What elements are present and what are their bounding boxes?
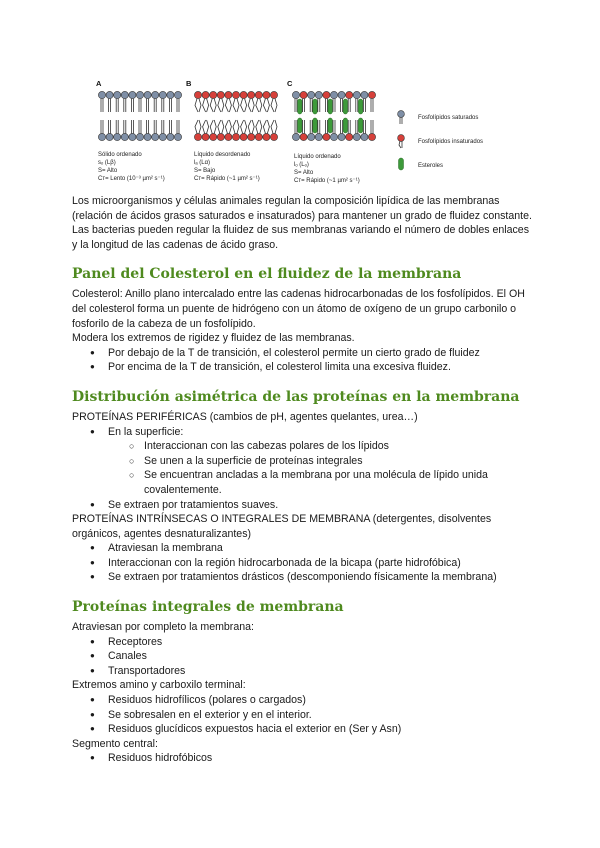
lipid-tail	[275, 99, 277, 112]
lipid-head	[353, 91, 360, 98]
lipid-head	[167, 133, 174, 140]
panel-b-letter: B	[186, 79, 192, 88]
list-item: ● Se sobresalen en el exterior y en el interior.	[72, 708, 532, 723]
membrane-diagram	[90, 74, 530, 192]
central-segment-list	[72, 751, 532, 766]
lipid-head	[114, 133, 121, 140]
lipid-tail	[263, 120, 266, 133]
lipid-tail	[241, 99, 244, 112]
panel-a-line2: S= Alto	[98, 168, 118, 174]
list-item: ● Residuos hidrofóbicos	[72, 751, 532, 766]
lipid-head	[225, 91, 232, 98]
lipid-head	[323, 133, 330, 140]
legend-sterol: Esteroles	[418, 163, 444, 169]
lipid-head	[315, 133, 322, 140]
lipid-head	[232, 133, 239, 140]
lipid-head	[330, 91, 337, 98]
intro-paragraph-2: Las bacterias pueden regular la fluidez de sus membranas variando el número de dobles enlaces y la longitud de las cadenas de ácido graso.	[72, 224, 529, 251]
lipid-head	[338, 91, 345, 98]
lipid-head	[152, 91, 159, 98]
intrinsic-list	[72, 541, 532, 585]
list-item: ● Se extraen por tratamientos drásticos (descomponiendo físicamente la membrana)	[72, 570, 532, 585]
cholesterol-paragraph: Colesterol: Anillo plano intercalado entre las cadenas hidrocarbonadas de los fosfolípidos. El OH del colesterol forma un puente de hidrógeno con un átomo de oxígeno de un grupo carbonilo o fosforilo de la cabeza de un fosfolípido.	[72, 288, 525, 330]
lipid-head	[240, 133, 247, 140]
lipid-head	[308, 91, 315, 98]
lipid-tail	[218, 120, 221, 133]
lipid-head	[308, 133, 315, 140]
lipid-tail	[248, 99, 251, 112]
lipid-head	[194, 133, 201, 140]
bilayer-liquid-disordered	[194, 91, 277, 140]
cholesterol-list	[72, 346, 532, 375]
lipid-head	[368, 133, 375, 140]
bilayer-solid-ordered	[98, 91, 181, 140]
sterol	[343, 118, 347, 133]
panel-c-line3: Cᴛ= Rápido (~1 µm² s⁻¹)	[294, 178, 360, 184]
saturated-lipid-legend-icon	[398, 111, 405, 124]
lipid-tail	[199, 120, 201, 133]
lipid-head	[167, 91, 174, 98]
sterol-legend-icon	[399, 158, 404, 170]
termini-heading: Extremos amino y carboxilo terminal:	[72, 679, 246, 692]
lipid-head	[255, 91, 262, 98]
lipid-tail	[252, 99, 254, 112]
lipid-tail	[210, 120, 213, 133]
lipid-head	[174, 91, 181, 98]
lipid-head	[217, 91, 224, 98]
lipid-tail	[237, 120, 239, 133]
lipid-tail	[260, 99, 262, 112]
lipid-head	[292, 133, 299, 140]
lipid-tail	[248, 120, 251, 133]
lipid-head	[248, 91, 255, 98]
lipid-tail	[218, 99, 221, 112]
integral-types-list	[72, 635, 532, 679]
lipid-tail	[225, 120, 228, 133]
list-item: ● Residuos glucídicos expuestos hacia el exterior en (Ser y Asn)	[72, 722, 532, 737]
lipid-head	[217, 133, 224, 140]
list-item: ● Residuos hidrofílicos (polares o cargados)	[72, 693, 532, 708]
legend-unsaturated: Fosfolípidos insaturados	[418, 139, 484, 145]
lipid-head	[106, 133, 113, 140]
legend	[398, 111, 483, 170]
lipid-head	[136, 91, 143, 98]
lipid-head	[338, 133, 345, 140]
sub-list-item: ○ Se unen a la superficie de proteínas integrales	[72, 454, 532, 469]
lipid-head	[152, 133, 159, 140]
lipid-tail	[199, 99, 201, 112]
panel-b-line3: Cᴛ= Rápido (~1 µm² s⁻¹)	[194, 176, 260, 182]
lipid-head	[346, 91, 353, 98]
lipid-head	[323, 91, 330, 98]
lipid-head	[270, 91, 277, 98]
membrane-phases-figure	[90, 74, 530, 192]
lipid-tail	[241, 120, 244, 133]
panel-b-line1: lₐ (Lα)	[194, 160, 211, 166]
list-item: ● Canales	[72, 649, 532, 664]
lipid-head	[98, 133, 105, 140]
lipid-tail	[222, 99, 224, 112]
termini-list	[72, 693, 532, 737]
sterol	[328, 118, 332, 133]
sub-list-item: ○ Interaccionan con las cabezas polares de los lípidos	[72, 439, 532, 454]
lipid-tail	[222, 120, 224, 133]
panel-c-letter: C	[287, 79, 293, 88]
lipid-tail	[271, 99, 274, 112]
lipid-tail	[229, 120, 231, 133]
lipid-head	[255, 133, 262, 140]
lipid-head	[368, 91, 375, 98]
lipid-head	[225, 133, 232, 140]
sterol	[313, 99, 317, 114]
lipid-tail	[252, 120, 254, 133]
lipid-head	[194, 91, 201, 98]
lipid-head	[292, 91, 299, 98]
lipid-head	[361, 91, 368, 98]
section-cholesterol-title: Panel del Colesterol en el fluidez de la membrana	[72, 266, 462, 283]
sterol	[313, 118, 317, 133]
lipid-head	[330, 133, 337, 140]
sub-list-item: ○ Se encuentran ancladas a la membrana por una molécula de lípido unida covalentemente.	[72, 468, 532, 497]
lipid-tail	[256, 99, 259, 112]
panel-c-name: Líquido ordenado	[294, 154, 341, 160]
list-item: ● En la superficie:	[72, 425, 532, 440]
peripheral-proteins-heading: PROTEÍNAS PERIFÉRICAS (cambios de pH, agentes quelantes, urea…)	[72, 410, 418, 423]
list-item: ● Por debajo de la T de transición, el colesterol permite un cierto grado de fluidez	[72, 346, 532, 361]
lipid-tail	[245, 120, 247, 133]
lipid-head	[121, 91, 128, 98]
list-item: ● Atraviesan la membrana	[72, 541, 532, 556]
lipid-head	[210, 91, 217, 98]
intro-paragraph-1: Los microorganismos y células animales regulan la composición lipídica de las membranas (relación de ácidos grasos saturados e insaturados) para mantener un grado de fluidez constante.	[72, 195, 532, 222]
lipid-tail	[195, 120, 198, 133]
central-segment-heading: Segmento central:	[72, 737, 158, 750]
lipid-head	[159, 133, 166, 140]
panel-c-line2: S= Alto	[294, 170, 314, 176]
sterol	[298, 99, 302, 114]
peripheral-list	[72, 425, 532, 513]
sterol	[358, 99, 362, 114]
lipid-head	[361, 133, 368, 140]
panel-a-letter: A	[96, 79, 102, 88]
legend-saturated: Fosfolípidos saturados	[418, 115, 479, 121]
panel-b-name: Líquido desordenado	[194, 152, 251, 158]
bilayer-liquid-ordered	[292, 91, 375, 140]
list-item: ● Por encima de la T de transición, el colesterol limita una excesiva fluidez.	[72, 360, 532, 375]
lipid-tail	[229, 99, 231, 112]
panel-a-line1: sₒ (Lβ)	[98, 160, 116, 166]
lipid-tail	[207, 120, 209, 133]
sterol	[358, 118, 362, 133]
lipid-head	[346, 133, 353, 140]
document-body	[72, 194, 532, 766]
lipid-tail	[256, 120, 259, 133]
list-item: ● Transportadores	[72, 664, 532, 679]
lipid-head	[300, 91, 307, 98]
lipid-tail	[214, 99, 216, 112]
lipid-head	[263, 91, 270, 98]
sterol	[298, 118, 302, 133]
lipid-head	[240, 91, 247, 98]
lipid-head	[129, 91, 136, 98]
list-item: ● Se extraen por tratamientos suaves.	[72, 498, 532, 513]
lipid-tail	[263, 99, 266, 112]
lipid-head	[144, 133, 151, 140]
integral-span-heading: Atraviesan por completo la membrana:	[72, 621, 254, 634]
list-item: ● Interaccionan con la región hidrocarbonada de la bicapa (parte hidrofóbica)	[72, 556, 532, 571]
lipid-head	[98, 91, 105, 98]
unsaturated-lipid-legend-icon	[398, 135, 405, 148]
lipid-tail	[207, 99, 209, 112]
lipid-head	[136, 133, 143, 140]
cholesterol-modulates: Modera los extremos de rigidez y fluidez de las membranas.	[72, 332, 355, 345]
list-item: ● Receptores	[72, 635, 532, 650]
lipid-tail	[267, 99, 269, 112]
panel-b-line2: S= Bajo	[194, 168, 216, 174]
lipid-tail	[214, 120, 216, 133]
lipid-tail	[203, 99, 206, 112]
lipid-tail	[233, 120, 236, 133]
panel-a-line3: Cᴛ= Lento (10⁻³ µm² s⁻¹)	[98, 176, 165, 182]
lipid-head	[159, 91, 166, 98]
lipid-tail	[271, 120, 274, 133]
section-asymmetric-title: Distribución asimétrica de las proteínas en la membrana	[72, 388, 520, 405]
lipid-tail	[195, 99, 198, 112]
lipid-tail	[210, 99, 213, 112]
lipid-tail	[225, 99, 228, 112]
lipid-head	[121, 133, 128, 140]
lipid-tail	[260, 120, 262, 133]
lipid-head	[114, 91, 121, 98]
lipid-head	[144, 91, 151, 98]
lipid-tail	[237, 99, 239, 112]
lipid-head	[210, 133, 217, 140]
panel-c-line1: lₒ (Lₒ)	[294, 162, 309, 168]
lipid-head	[263, 133, 270, 140]
intrinsic-proteins-heading: PROTEÍNAS INTRÍNSECAS O INTEGRALES DE MEMBRANA (detergentes, disolventes orgánicos, agentes desnaturalizantes)	[72, 513, 492, 540]
lipid-tail	[245, 99, 247, 112]
panel-a-name: Sólido ordenado	[98, 152, 142, 158]
lipid-tail	[275, 120, 277, 133]
lipid-head	[315, 91, 322, 98]
sterol	[343, 99, 347, 114]
lipid-tail	[267, 120, 269, 133]
section-integral-title: Proteínas integrales de membrana	[72, 599, 344, 616]
lipid-head	[129, 133, 136, 140]
lipid-tail	[203, 120, 206, 133]
lipid-head	[106, 91, 113, 98]
lipid-head	[232, 91, 239, 98]
lipid-head	[174, 133, 181, 140]
sterol	[328, 99, 332, 114]
lipid-head	[353, 133, 360, 140]
lipid-head	[300, 133, 307, 140]
lipid-head	[202, 133, 209, 140]
lipid-tail	[233, 99, 236, 112]
lipid-head	[248, 133, 255, 140]
lipid-head	[270, 133, 277, 140]
lipid-head	[202, 91, 209, 98]
